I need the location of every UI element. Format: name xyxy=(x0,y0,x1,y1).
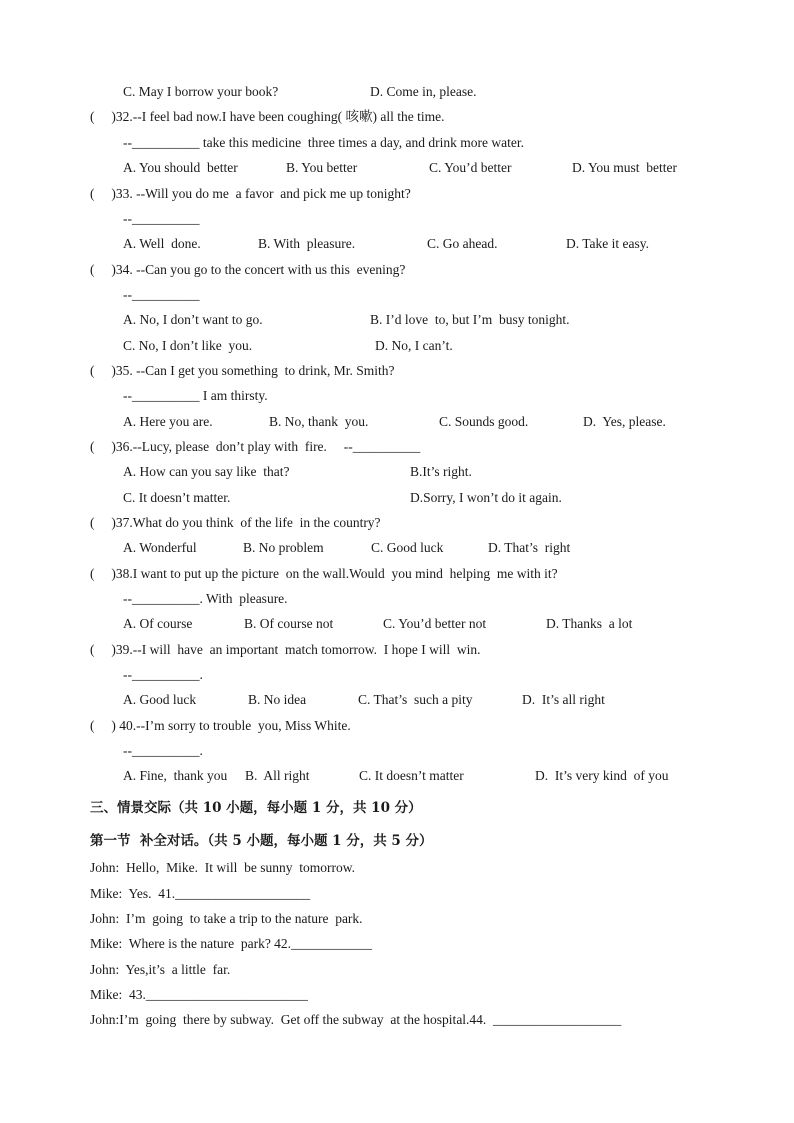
text-line: D. No, I can’t. xyxy=(375,338,453,353)
text-line: John: I’m going to take a trip to the nature park. xyxy=(90,911,363,926)
text-line: B. No, thank you. xyxy=(269,414,369,429)
text-line: A. No, I don’t want to go. xyxy=(123,312,263,327)
text-line: B. No problem xyxy=(243,540,324,555)
text-line: B. I’d love to, but I’m busy tonight. xyxy=(370,312,570,327)
text-line: --__________. xyxy=(123,743,203,758)
text-line: --__________ I am thirsty. xyxy=(123,388,268,403)
text-line: ( )36.--Lucy, please don’t play with fire. --__________ xyxy=(90,439,421,454)
text-line: A. Good luck xyxy=(123,692,197,707)
text-line: C. It doesn’t matter xyxy=(359,768,464,783)
section-heading: 第一节 补全对话。（共 5 小题，每小题 1 分，共 5 分） xyxy=(90,833,433,849)
text-line: A. Of course xyxy=(123,616,193,631)
text-line: B.It’s right. xyxy=(410,464,472,479)
text-line: --__________ xyxy=(123,211,200,226)
text-line: Mike: 43.________________________ xyxy=(90,987,308,1002)
text-line: C. That’s such a pity xyxy=(358,692,473,707)
text-line: ( )34. --Can you go to the concert with us this evening? xyxy=(90,262,406,277)
text-line: A. How can you say like that? xyxy=(123,464,290,479)
text-line: Mike: Yes. 41.____________________ xyxy=(90,886,311,901)
text-line: B. No idea xyxy=(248,692,307,707)
text-line: C. It doesn’t matter. xyxy=(123,490,231,505)
text-line: ( ) 40.--I’m sorry to trouble you, Miss White. xyxy=(90,718,351,733)
text-line: D.Sorry, I won’t do it again. xyxy=(410,490,562,505)
text-line: C. You’d better not xyxy=(383,616,487,631)
text-line: John:I’m going there by subway. Get off the subway at the hospital.44. ___________________ xyxy=(90,1012,622,1027)
text-line: ( )39.--I will have an important match tomorrow. I hope I will win. xyxy=(90,642,481,657)
text-line: ( )38.I want to put up the picture on the wall.Would you mind helping me with it? xyxy=(90,566,558,581)
text-line: Mike: Where is the nature park? 42.____________ xyxy=(90,936,373,951)
text-line: C. Sounds good. xyxy=(439,414,529,429)
text-line: C. May I borrow your book? xyxy=(123,84,279,99)
text-line: --__________ take this medicine three times a day, and drink more water. xyxy=(123,135,525,150)
text-line: B. Of course not xyxy=(244,616,334,631)
text-line: B. All right xyxy=(245,768,310,783)
text-line: --__________. xyxy=(123,667,203,682)
text-line: D. It’s very kind of you xyxy=(535,768,669,783)
text-line: A. Here you are. xyxy=(123,414,213,429)
text-line: ( )35. --Can I get you something to drink, Mr. Smith? xyxy=(90,363,395,378)
text-line: A. Fine, thank you xyxy=(123,768,228,783)
text-line: C. No, I don’t like you. xyxy=(123,338,253,353)
text-line: D. You must better xyxy=(572,160,678,175)
text-line: --__________ xyxy=(123,287,200,302)
text-line: D. That’s right xyxy=(488,540,571,555)
text-line: D. Yes, please. xyxy=(583,414,666,429)
text-line: C. Go ahead. xyxy=(427,236,498,251)
text-line: D. Take it easy. xyxy=(566,236,650,251)
text-line: ( )37.What do you think of the life in the country? xyxy=(90,515,381,530)
text-line: ( )33. --Will you do me a favor and pick me up tonight? xyxy=(90,186,411,201)
text-line: C. You’d better xyxy=(429,160,512,175)
text-line: A. You should better xyxy=(123,160,238,175)
text-line: C. Good luck xyxy=(371,540,444,555)
text-line: D. It’s all right xyxy=(522,692,605,707)
text-line: A. Well done. xyxy=(123,236,201,251)
text-line: John: Hello, Mike. It will be sunny tomorrow. xyxy=(90,860,355,875)
text-line: --__________. With pleasure. xyxy=(123,591,288,606)
text-line: B. With pleasure. xyxy=(258,236,356,251)
section-heading: 三、情景交际（共 10 小题，每小题 1 分，共 10 分） xyxy=(90,800,422,816)
text-line: B. You better xyxy=(286,160,358,175)
text-line: John: Yes,it’s a little far. xyxy=(90,962,231,977)
text-line: ( )32.--I feel bad now.I have been coughing( 咳嗽) all the time. xyxy=(90,109,445,124)
text-line: D. Come in, please. xyxy=(370,84,477,99)
text-line: D. Thanks a lot xyxy=(546,616,633,631)
text-line: A. Wonderful xyxy=(123,540,197,555)
